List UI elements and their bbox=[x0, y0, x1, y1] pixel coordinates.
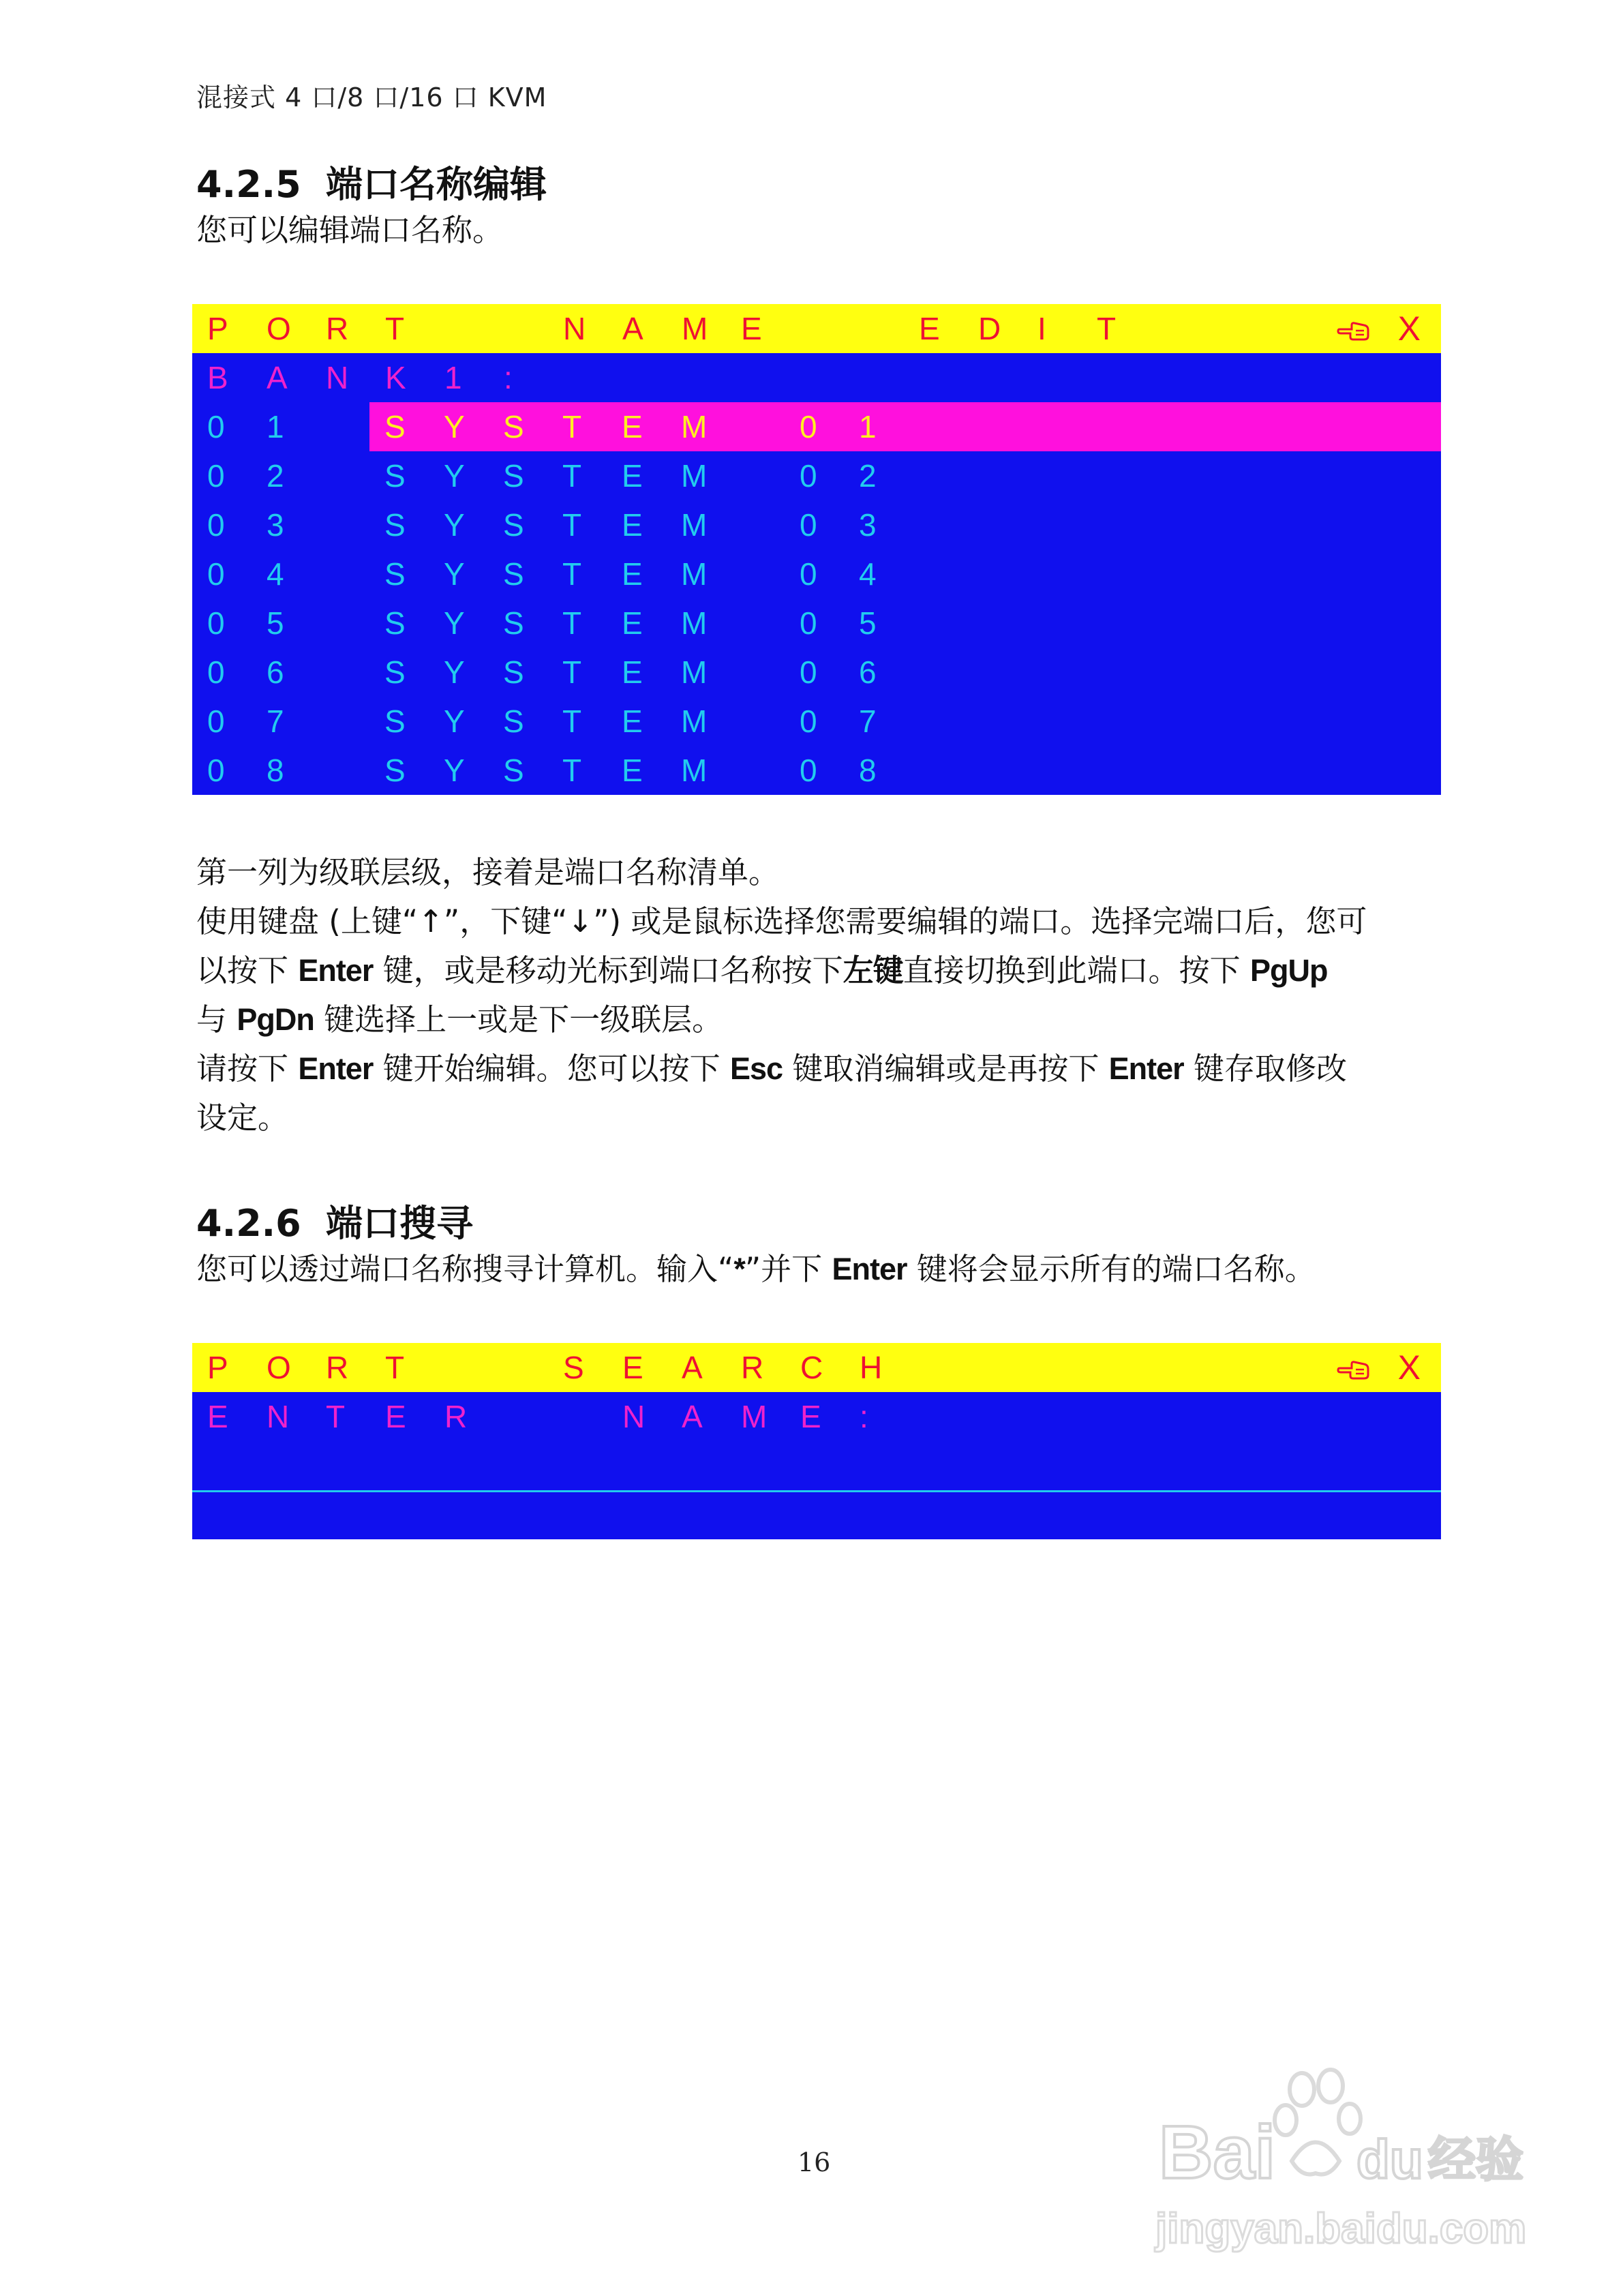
port-list-row[interactable] bbox=[192, 549, 1441, 599]
port-number: 0 2 bbox=[207, 458, 284, 494]
instructions-paragraph bbox=[196, 848, 1423, 1143]
port-number: 0 6 bbox=[207, 654, 284, 690]
page-number: 16 bbox=[798, 2147, 831, 2177]
port-name[interactable]: S Y S T E M 0 2 bbox=[384, 458, 877, 494]
port-name[interactable]: S Y S T E M 0 4 bbox=[384, 556, 877, 592]
port-number: 0 1 bbox=[207, 409, 284, 444]
port-search-window bbox=[192, 1343, 1441, 1539]
svg-text:Bai: Bai bbox=[1159, 2111, 1276, 2194]
section-heading-port-name-edit bbox=[196, 155, 547, 208]
port-list-row[interactable] bbox=[192, 402, 1441, 451]
section-intro: 您可以透过端口名称搜寻计算机。输入“*”并下 Enter 键将会显示所有的端口名称。 bbox=[196, 1251, 1316, 1287]
port-number: 0 5 bbox=[207, 605, 284, 641]
port-name[interactable]: S Y S T E M 0 1 bbox=[369, 402, 1441, 451]
instruction-line: 与 PgDn 键选择上一或是下一级联层。 bbox=[196, 1001, 723, 1038]
instruction-line: 以按下 Enter 键，或是移动光标到端口名称按下左键直接切换到此端口。按下 PgUp bbox=[196, 952, 1328, 988]
search-results-area bbox=[192, 1492, 1441, 1539]
port-list-row[interactable] bbox=[192, 697, 1441, 746]
bank-label-row bbox=[192, 353, 1441, 402]
osd-title-bar bbox=[192, 304, 1441, 353]
port-name[interactable]: S Y S T E M 0 3 bbox=[384, 507, 877, 543]
section-title: 端口搜寻 bbox=[326, 1202, 473, 1245]
section-number: 4.2.6 bbox=[196, 1202, 301, 1245]
osd-title-bar bbox=[192, 1343, 1441, 1392]
port-list-row[interactable] bbox=[192, 599, 1441, 648]
port-name-edit-window bbox=[192, 304, 1441, 795]
search-input-field[interactable] bbox=[192, 1441, 1441, 1490]
section-heading-port-search bbox=[196, 1194, 473, 1247]
close-button[interactable]: X bbox=[1397, 1348, 1421, 1387]
osd-title-text: P O R T S E A R C H bbox=[207, 1350, 883, 1385]
port-name[interactable]: S Y S T E M 0 7 bbox=[384, 704, 877, 739]
port-number: 0 8 bbox=[207, 753, 284, 788]
svg-text:jingyan.baidu.com: jingyan.baidu.com bbox=[1155, 2205, 1527, 2252]
port-name[interactable]: S Y S T E M 0 8 bbox=[384, 753, 877, 788]
bank-label: B A N K 1 : bbox=[207, 360, 513, 395]
section-number: 4.2.5 bbox=[196, 163, 301, 206]
port-number: 0 4 bbox=[207, 556, 284, 592]
port-number: 0 3 bbox=[207, 507, 284, 543]
port-number: 0 7 bbox=[207, 704, 284, 739]
instruction-line: 使用键盘 (上键“↑”，下键“↓”) 或是鼠标选择您需要编辑的端口。选择完端口后，您可 bbox=[196, 903, 1367, 939]
pointing-hand-icon[interactable] bbox=[1337, 1354, 1371, 1381]
enter-name-label: E N T E R N A M E : bbox=[207, 1399, 868, 1434]
enter-name-row bbox=[192, 1392, 1441, 1441]
baidu-watermark-logo bbox=[1152, 2059, 1534, 2263]
osd-title-text: P O R T N A M E E D I T bbox=[207, 311, 1117, 346]
page-header: 混接式 4 口/8 口/16 口 KVM bbox=[196, 82, 547, 112]
port-list-row[interactable] bbox=[192, 451, 1441, 500]
port-list-row[interactable] bbox=[192, 746, 1441, 795]
instruction-line: 设定。 bbox=[196, 1100, 289, 1136]
port-name[interactable]: S Y S T E M 0 6 bbox=[384, 654, 877, 690]
svg-text:经验: 经验 bbox=[1428, 2132, 1523, 2188]
port-list-row[interactable] bbox=[192, 500, 1441, 549]
close-button[interactable]: X bbox=[1397, 309, 1421, 348]
section-intro: 您可以编辑端口名称。 bbox=[196, 212, 504, 248]
instruction-line: 第一列为级联层级，接着是端口名称清单。 bbox=[196, 854, 780, 890]
port-list-row[interactable] bbox=[192, 648, 1441, 697]
port-name[interactable]: S Y S T E M 0 5 bbox=[384, 605, 877, 641]
instruction-line: 请按下 Enter 键开始编辑。您可以按下 Esc 键取消编辑或是再按下 Enter 键存取修改 bbox=[196, 1051, 1347, 1087]
pointing-hand-icon[interactable] bbox=[1337, 315, 1371, 342]
section-title: 端口名称编辑 bbox=[326, 163, 547, 206]
svg-text:du: du bbox=[1356, 2129, 1423, 2190]
